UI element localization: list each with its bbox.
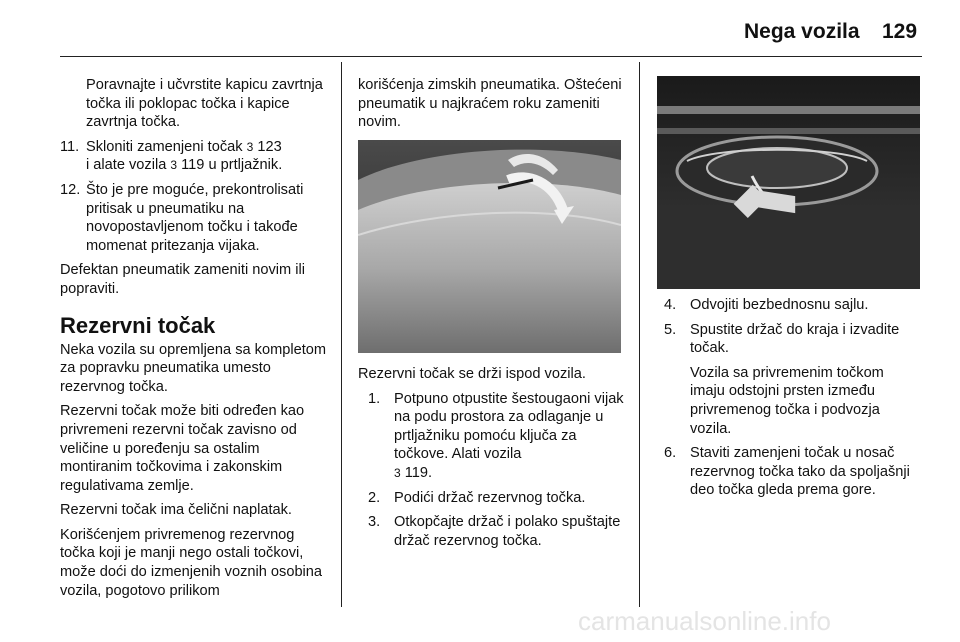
list-number: 5. bbox=[664, 321, 677, 338]
list-item bbox=[60, 181, 330, 255]
page-reference[interactable]: 119 bbox=[404, 464, 429, 481]
list-item bbox=[664, 321, 922, 358]
list-text: Podići držač rezervnog točka. bbox=[394, 489, 586, 506]
list-item-note bbox=[664, 364, 922, 438]
column-divider bbox=[341, 62, 342, 607]
paragraph: korišćenja zimskih pneumatika. Oštećeni pneumatik u najkraćem roku zameniti novim. bbox=[358, 77, 622, 131]
list-text: Vozila sa privremenim točkom imaju odstojni prsten između privremenog točka i podvozja vozila. bbox=[690, 364, 884, 437]
bumper-drawing bbox=[358, 140, 621, 353]
header-rule bbox=[60, 56, 922, 57]
list-number: 4. bbox=[664, 297, 677, 313]
list-text: Otkopčajte držač i polako spuštajte držač rezervnog točka. bbox=[394, 514, 621, 549]
paragraph: Korišćenjem privremenog rezervnog točka koji je manji nego ostali točkovi, može doći do izmenjenih voznih osobina vozila, pogotovo prilikom bbox=[60, 526, 323, 599]
header-title: Nega vozila bbox=[744, 20, 860, 43]
column-1 bbox=[60, 76, 330, 606]
list-text: i alate vozila bbox=[86, 157, 171, 174]
list-item bbox=[60, 138, 330, 175]
list-text: Spustite držač do kraja i izvadite točak. bbox=[690, 321, 900, 357]
figure-caption: Rezervni točak se drži ispod vozila. bbox=[358, 366, 586, 382]
list-item bbox=[664, 296, 922, 315]
column-3 bbox=[664, 296, 922, 506]
list-number: 6. bbox=[664, 445, 677, 462]
list-item bbox=[368, 489, 624, 508]
page-reference-icon: 3 bbox=[394, 465, 401, 480]
list-text: Potpuno otpustite šestougaoni vijak na podu prostora za odlaganje u prtljažniku pomoću ključa za točkove. Alati vozila bbox=[394, 390, 624, 463]
column-divider bbox=[639, 62, 640, 607]
list-text: Što je pre moguće, prekontrolisati pritisak u pneumatiku na novopostavljenom točku i takođe momenat pritezanja vijaka. bbox=[86, 181, 304, 254]
list-text: Staviti zamenjeni točak u nosač rezervnog točka tako da spoljašnji deo točka gleda prema gore. bbox=[690, 445, 910, 499]
spare-wheel-illustration bbox=[657, 76, 920, 289]
list-text: Odvojiti bezbednosnu sajlu. bbox=[690, 297, 869, 313]
section-heading: Rezervni točak bbox=[60, 312, 216, 338]
list-text: u prtljažnik. bbox=[204, 157, 283, 174]
column-2 bbox=[358, 76, 624, 138]
watermark: carmanualsonline.info bbox=[578, 606, 831, 636]
list-number: 11. bbox=[60, 138, 80, 155]
paragraph: Poravnajte i učvrstite kapicu zavrtnja točka ili poklopac točka i kapice zavrtnja točka. bbox=[86, 77, 323, 131]
spare-wheel-drawing bbox=[657, 76, 920, 289]
page-reference-icon: 3 bbox=[170, 158, 178, 173]
page-reference-icon: 3 bbox=[246, 139, 254, 154]
bumper-illustration bbox=[358, 140, 621, 353]
paragraph: Defektan pneumatik zameniti novim ili popraviti. bbox=[60, 262, 305, 297]
paragraph: Rezervni točak može biti određen kao privremeni rezervni točak zavisno od veličine u poređenju sa ostalim montiranim točkovima i zakonskim regulativama zemlje. bbox=[60, 403, 305, 494]
list-item bbox=[368, 390, 624, 483]
page-reference[interactable]: 123 bbox=[257, 138, 282, 155]
list-item bbox=[368, 513, 624, 550]
list-number: 1. bbox=[368, 390, 381, 407]
list-item bbox=[664, 444, 922, 500]
column-2-lower bbox=[358, 365, 624, 556]
list-number: 2. bbox=[368, 489, 381, 506]
page-number: 129 bbox=[882, 20, 918, 43]
list-text: Skloniti zamenjeni točak bbox=[86, 138, 247, 155]
list-number: 12. bbox=[60, 181, 81, 198]
list-text: . bbox=[428, 464, 433, 481]
list-number: 3. bbox=[368, 514, 381, 531]
paragraph: Neka vozila su opremljena sa kompletom za popravku pneumatika umesto rezervnog točka. bbox=[60, 341, 327, 395]
paragraph: Rezervni točak ima čelični naplatak. bbox=[60, 502, 292, 519]
page-reference[interactable]: 119 bbox=[181, 157, 205, 174]
